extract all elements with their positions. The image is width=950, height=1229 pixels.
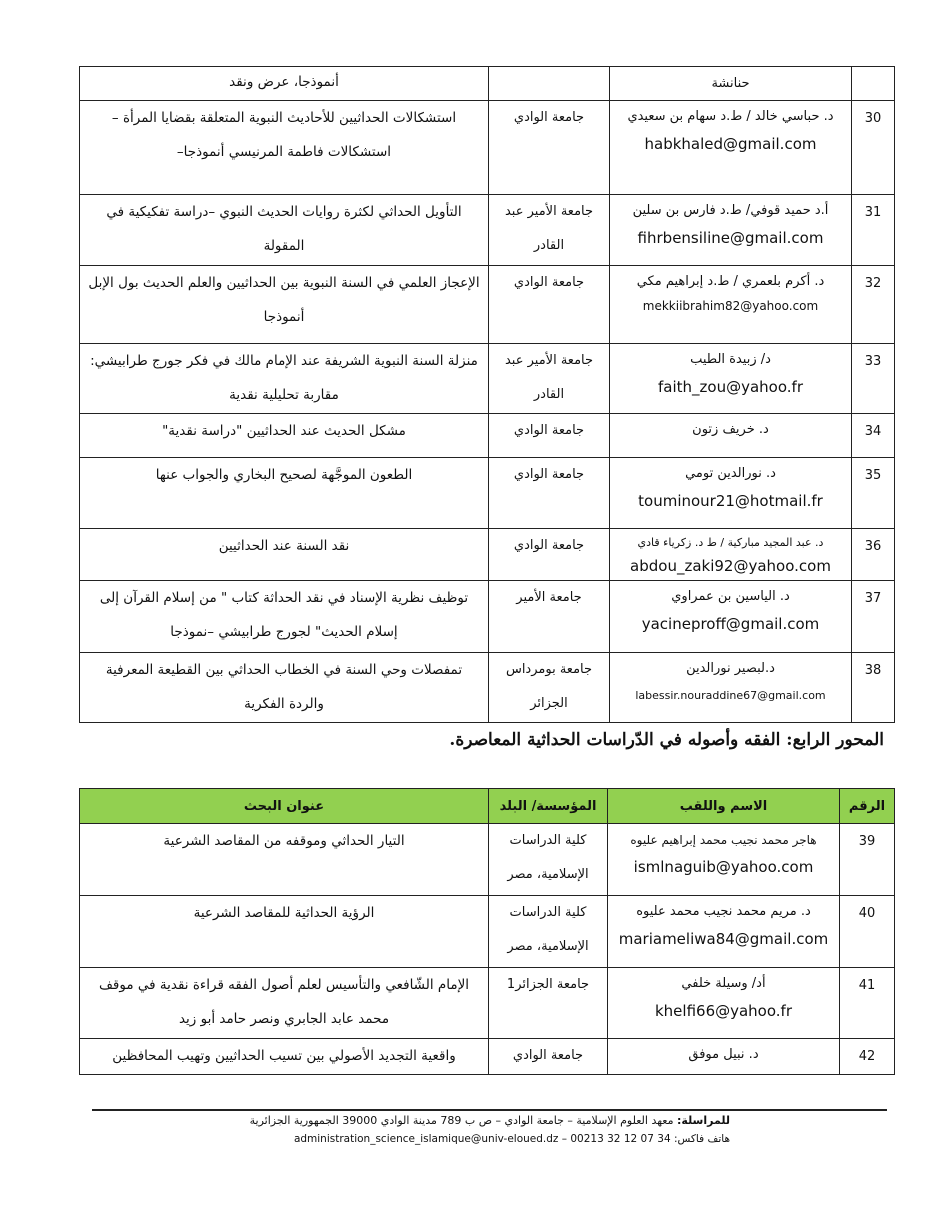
- header-title: عنوان البحث: [80, 789, 489, 824]
- title-cell: استشكالات الحداثيين للأحاديث النبوية المتعلقة بقضايا المرأة – استشكالات فاطمة المرنيسي أنموذجا–: [80, 101, 489, 195]
- researcher-name: أ.د حميد قوفي/ ط.د فارس بن سلين: [632, 203, 829, 218]
- table-row: [80, 653, 895, 723]
- title-cell: توظيف نظرية الإسناد في نقد الحداثة كتاب " من إسلام القرآن إلى إسلام الحديث" لجورج طرابيشي –نموذجا: [80, 581, 489, 653]
- num-cell: 38: [852, 653, 895, 723]
- table-row: [80, 458, 895, 529]
- institution-cell: جامعة الوادي: [489, 529, 610, 581]
- researcher-email: touminour21@hotmail.fr: [638, 492, 823, 510]
- researcher-name: د. الياسين بن عمراوي: [671, 589, 790, 604]
- name-cell: [610, 529, 852, 581]
- researcher-email: mariameliwa84@gmail.com: [618, 930, 829, 948]
- title-cell: الإعجاز العلمي في السنة النبوية بين الحداثيين والعلم الحديث بول الإبل أنموذجا: [80, 266, 489, 344]
- name-cell: [610, 458, 852, 529]
- num-cell: 41: [840, 968, 895, 1039]
- table-row: [80, 101, 895, 195]
- name-cell: [608, 1039, 840, 1075]
- researcher-email: habkhaled@gmail.com: [644, 135, 817, 153]
- researcher-name: د. نبيل موفق: [688, 1047, 759, 1062]
- num-cell: 33: [852, 344, 895, 414]
- num-cell: 30: [852, 101, 895, 195]
- researchers-table-axis-4: [79, 788, 895, 1075]
- name-cell: [610, 653, 852, 723]
- researcher-email: faith_zou@yahoo.fr: [658, 378, 803, 396]
- researchers-table-axis-3: [79, 66, 895, 723]
- table-row: [80, 529, 895, 581]
- title-cell: نقد السنة عند الحداثيين: [80, 529, 489, 581]
- table-row: [80, 824, 895, 896]
- institution-cell: جامعة بومرداس الجزائر: [489, 653, 610, 723]
- researcher-email: ismlnaguib@yahoo.com: [633, 858, 814, 876]
- table-header-row: [80, 789, 895, 824]
- name-cell: حنانشة: [610, 67, 852, 101]
- table-row: [80, 266, 895, 344]
- num-cell: 42: [840, 1039, 895, 1075]
- header-num: الرقم: [840, 789, 895, 824]
- researcher-email: mekkiibrahim82@yahoo.com: [642, 299, 819, 313]
- researcher-name: د. عبد المجيد مباركية / ط د. زكرياء قادي: [637, 536, 824, 549]
- researcher-email: khelfi66@yahoo.fr: [654, 1002, 792, 1020]
- num-cell: 37: [852, 581, 895, 653]
- table-row: [80, 414, 895, 458]
- researcher-name: د. مريم محمد نجيب محمد عليوه: [636, 904, 811, 919]
- institution-cell: [489, 67, 610, 101]
- footer-label: للمراسلة:: [677, 1114, 730, 1127]
- footer-address-text: معهد العلوم الإسلامية – جامعة الوادي – ص ب 789 مدينة الوادي 39000 الجمهورية الجزائرية: [249, 1114, 674, 1127]
- num-cell: 34: [852, 414, 895, 458]
- institution-cell: جامعة الأمير: [489, 581, 610, 653]
- title-cell: التأويل الحداثي لكثرة روايات الحديث النبوي –دراسة تفكيكية في المقولة: [80, 195, 489, 266]
- researcher-name: د. خريف زتون: [692, 422, 769, 437]
- researcher-email: fihrbensiline@gmail.com: [637, 229, 824, 247]
- footer-divider: [92, 1109, 887, 1111]
- institution-cell: جامعة الوادي: [489, 414, 610, 458]
- institution-cell: جامعة الوادي: [489, 266, 610, 344]
- num-cell: [852, 67, 895, 101]
- name-cell: [610, 344, 852, 414]
- researcher-name: أد/ وسيلة خلفي: [681, 976, 766, 991]
- researcher-email: labessir.nouraddine67@gmail.com: [635, 689, 826, 702]
- researcher-name: د. نورالدين تومي: [685, 466, 776, 481]
- title-cell: منزلة السنة النبوية الشريفة عند الإمام مالك في فكر جورج طرابيشي: مقاربة تحليلية نقدية: [80, 344, 489, 414]
- title-cell: الإمام الشّافعي والتأسيس لعلم أصول الفقه قراءة نقدية في موقف محمد عابد الجابري ونصر حامد أبو زيد: [80, 968, 489, 1039]
- researcher-name: هاجر محمد نجيب محمد إبراهيم عليوه: [630, 833, 817, 847]
- title-cell: أنموذجا، عرض ونقد: [80, 67, 489, 101]
- researcher-email: abdou_zaki92@yahoo.com: [630, 557, 831, 575]
- institution-cell: كلية الدراسات الإسلامية، مصر: [489, 896, 608, 968]
- name-cell: [608, 896, 840, 968]
- name-cell: [608, 824, 840, 896]
- title-cell: الطعون الموجَّهة لصحيح البخاري والجواب عنها: [80, 458, 489, 529]
- num-cell: 35: [852, 458, 895, 529]
- num-cell: 31: [852, 195, 895, 266]
- table-row: [80, 344, 895, 414]
- table-row: [80, 1039, 895, 1075]
- table-row: [80, 896, 895, 968]
- header-name: الاسم واللقب: [608, 789, 840, 824]
- section-heading: المحور الرابع: الفقه وأصوله في الدّراسات الحداثية المعاصرة.: [449, 730, 884, 750]
- institution-cell: جامعة الوادي: [489, 101, 610, 195]
- researcher-name: د. حباسي خالد / ط.د سهام بن سعيدي: [627, 109, 834, 124]
- title-cell: مشكل الحديث عند الحداثيين "دراسة نقدية": [80, 414, 489, 458]
- header-institution: المؤسسة/ البلد: [489, 789, 608, 824]
- title-cell: التيار الحداثي وموقفه من المقاصد الشرعية: [80, 824, 489, 896]
- name-cell: [610, 581, 852, 653]
- name-cell: [610, 266, 852, 344]
- title-cell: الرؤية الحداثية للمقاصد الشرعية: [80, 896, 489, 968]
- name-cell: [610, 195, 852, 266]
- institution-cell: جامعة الأمير عبد القادر: [489, 344, 610, 414]
- num-cell: 36: [852, 529, 895, 581]
- table-row: [80, 67, 895, 101]
- table-row: [80, 968, 895, 1039]
- institution-cell: كلية الدراسات الإسلامية، مصر: [489, 824, 608, 896]
- institution-cell: جامعة الوادي: [489, 458, 610, 529]
- name-cell: [608, 968, 840, 1039]
- researcher-email: yacineproff@gmail.com: [641, 615, 820, 633]
- name-cell: [610, 414, 852, 458]
- table-row: [80, 195, 895, 266]
- institution-cell: جامعة الأمير عبد القادر: [489, 195, 610, 266]
- researcher-name: د.لبصير نورالدين: [686, 661, 775, 676]
- institution-cell: جامعة الجزائر1: [489, 968, 608, 1039]
- title-cell: واقعية التجديد الأصولي بين تسيب الحداثيين وتهيب المحافظين: [80, 1039, 489, 1075]
- institution-cell: جامعة الوادي: [489, 1039, 608, 1075]
- footer-address: [250, 1114, 730, 1127]
- researcher-name: د. أكرم بلعمري / ط.د إبراهيم مكي: [636, 274, 825, 289]
- num-cell: 40: [840, 896, 895, 968]
- num-cell: 32: [852, 266, 895, 344]
- table-row: [80, 581, 895, 653]
- researcher-name: د/ زبيدة الطيب: [690, 352, 771, 367]
- num-cell: 39: [840, 824, 895, 896]
- footer-contact: هاتف فاكس: 34 07 12 32 00213 – administration_science_islamique@univ-eloued.dz: [293, 1133, 730, 1145]
- title-cell: تمفصلات وحي السنة في الخطاب الحداثي بين القطيعة المعرفية والردة الفكرية: [80, 653, 489, 723]
- name-cell: [610, 101, 852, 195]
